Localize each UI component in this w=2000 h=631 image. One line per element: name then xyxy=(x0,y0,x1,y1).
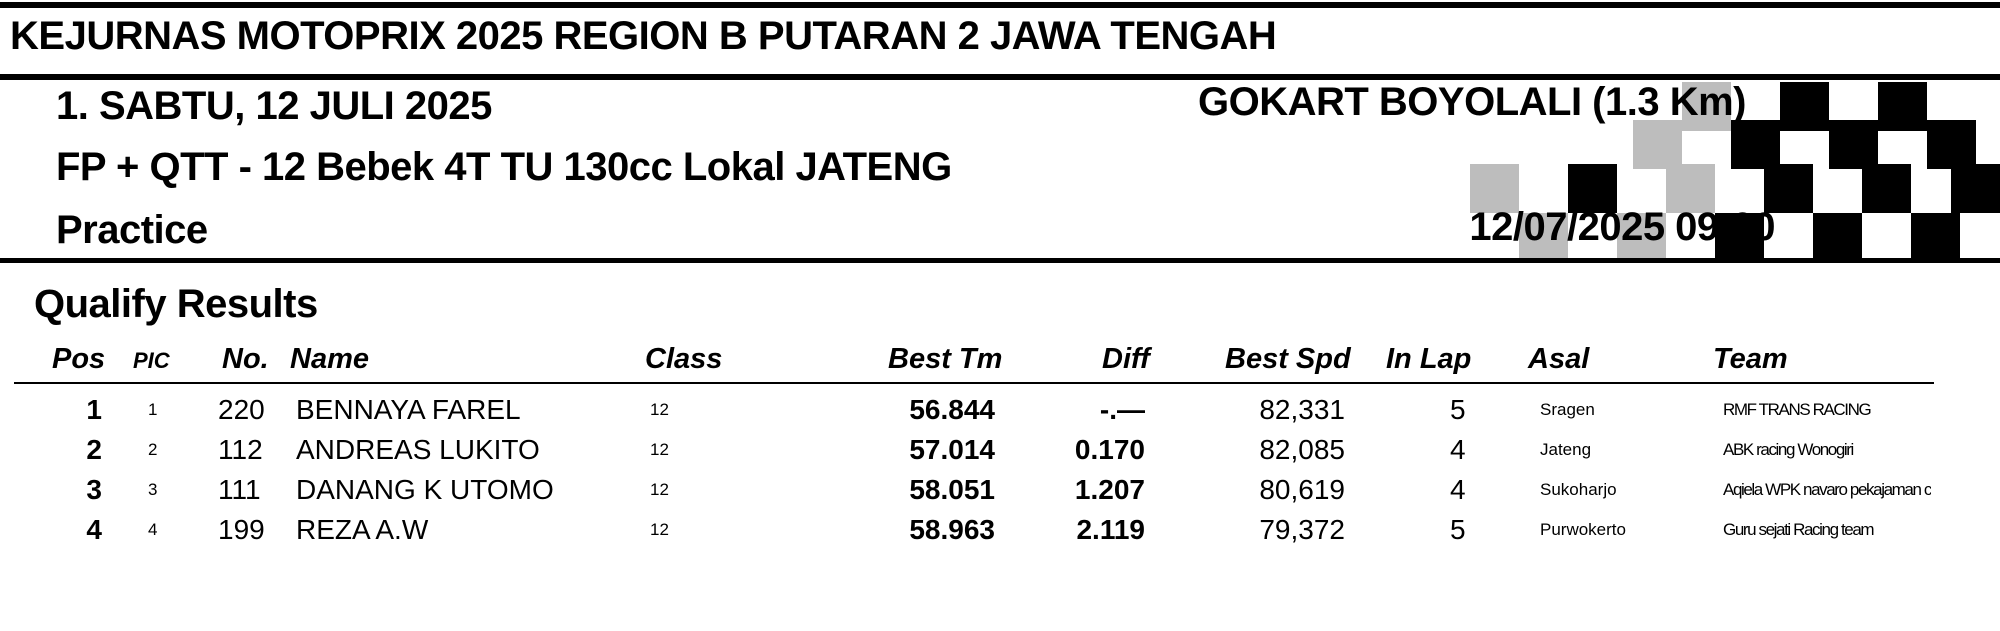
col-header-diff: Diff xyxy=(1102,343,1150,375)
row-team: Aqiela WPK navaro pekajaman c xyxy=(1723,480,1931,499)
col-header-no: No. xyxy=(222,343,269,375)
row-diff: -.— xyxy=(1099,394,1145,425)
row-in-lap: 4 xyxy=(1450,474,1466,505)
col-header-team: Team xyxy=(1713,343,1788,375)
col-header-asal: Asal xyxy=(1528,343,1590,375)
col-header-pos: Pos xyxy=(52,343,106,375)
row-pos: 2 xyxy=(86,434,102,465)
row-best-spd: 80,619 xyxy=(1259,474,1345,505)
session-day: 1. SABTU, 12 JULI 2025 xyxy=(56,84,492,128)
row-name: BENNAYA FAREL xyxy=(296,394,521,425)
top-rule xyxy=(0,2,2000,8)
row-in-lap: 5 xyxy=(1450,514,1466,545)
row-pic: 2 xyxy=(148,440,158,459)
row-diff: 2.119 xyxy=(1076,514,1145,545)
row-best-tm: 57.014 xyxy=(909,434,995,465)
row-class: 12 xyxy=(650,440,669,459)
row-asal: Jateng xyxy=(1540,440,1592,459)
row-diff: 0.170 xyxy=(1074,434,1145,465)
row-pic: 3 xyxy=(148,480,158,499)
col-header-best-tm: Best Tm xyxy=(888,343,1003,375)
row-team: Guru sejati Racing team xyxy=(1723,520,1874,539)
row-team: RMF TRANS RACING xyxy=(1723,400,1871,419)
col-header-name: Name xyxy=(290,343,369,375)
row-diff: 1.207 xyxy=(1074,474,1145,505)
row-class: 12 xyxy=(650,480,669,499)
row-in-lap: 4 xyxy=(1450,434,1466,465)
row-best-tm: 56.844 xyxy=(909,394,995,425)
column-header-rule xyxy=(14,382,1934,384)
row-team: ABK racing Wonogiri xyxy=(1723,440,1853,459)
row-number: 112 xyxy=(218,434,263,465)
row-pos: 1 xyxy=(86,394,102,425)
row-best-tm: 58.051 xyxy=(909,474,995,505)
row-class: 12 xyxy=(650,520,669,539)
header-bottom-rule xyxy=(0,258,2000,263)
table-row xyxy=(0,391,2000,429)
row-best-tm: 58.963 xyxy=(909,514,995,545)
row-name: DANANG K UTOMO xyxy=(296,474,554,505)
row-pic: 4 xyxy=(148,520,158,539)
row-best-spd: 82,085 xyxy=(1259,434,1345,465)
event-title: KEJURNAS MOTOPRIX 2025 REGION B PUTARAN 2 JAWA TENGAH xyxy=(10,14,1277,58)
col-header-best-spd: Best Spd xyxy=(1225,343,1351,375)
row-name: REZA A.W xyxy=(296,514,429,545)
session-type: Practice xyxy=(56,208,208,252)
row-asal: Purwokerto xyxy=(1540,520,1626,539)
row-pos: 4 xyxy=(86,514,102,545)
row-number: 111 xyxy=(218,474,261,505)
row-pic: 1 xyxy=(148,400,158,419)
table-row xyxy=(0,511,2000,549)
venue: GOKART BOYOLALI (1.3 Km) xyxy=(1197,80,1746,124)
table-row xyxy=(0,471,2000,509)
col-header-class: Class xyxy=(645,343,723,375)
col-header-in-lap: In Lap xyxy=(1386,343,1472,375)
session-datetime: 12/07/2025 09:00 xyxy=(1469,205,1775,249)
row-best-spd: 82,331 xyxy=(1259,394,1345,425)
row-name: ANDREAS LUKITO xyxy=(296,434,540,465)
row-in-lap: 5 xyxy=(1450,394,1466,425)
row-asal: Sukoharjo xyxy=(1540,480,1617,499)
col-header-pic: PIC xyxy=(133,348,170,373)
row-number: 199 xyxy=(218,514,265,545)
row-class: 12 xyxy=(650,400,669,419)
row-number: 220 xyxy=(218,394,265,425)
row-pos: 3 xyxy=(86,474,102,505)
race-class: FP + QTT - 12 Bebek 4T TU 130cc Lokal JATENG xyxy=(56,145,952,189)
results-subtitle: Qualify Results xyxy=(34,282,318,326)
row-best-spd: 79,372 xyxy=(1259,514,1345,545)
row-asal: Sragen xyxy=(1540,400,1595,419)
table-row xyxy=(0,431,2000,469)
